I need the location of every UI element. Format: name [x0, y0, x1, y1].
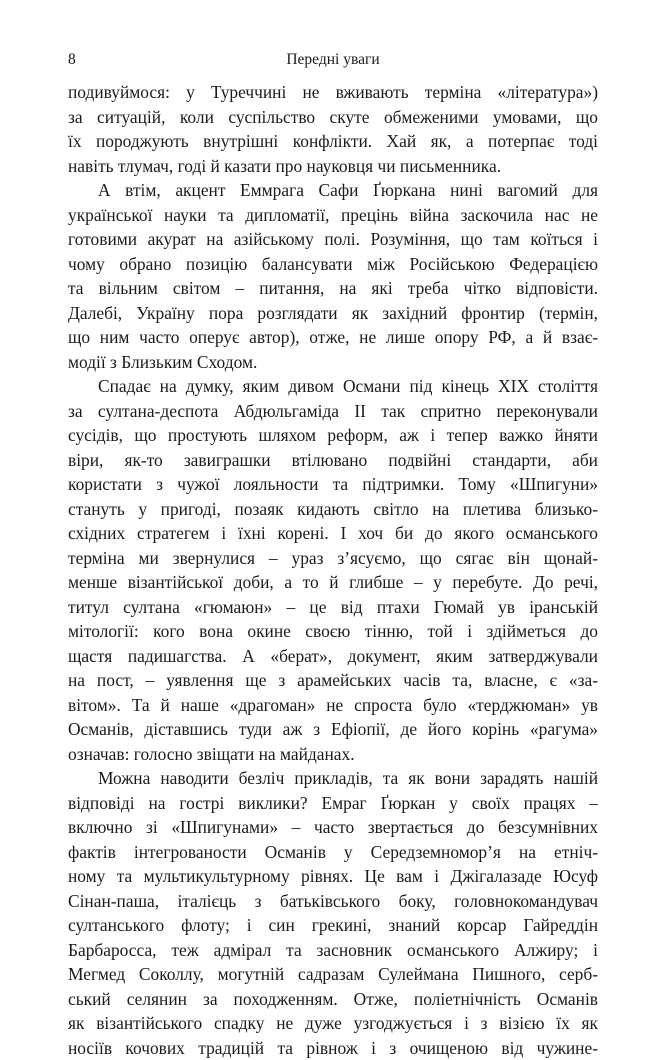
- text-line: Барбаросса, теж адмірал та засновник османського Алжиру; і: [68, 938, 598, 963]
- text-line: Далебі, Україну пора розглядати як західний фронтир (термін,: [68, 301, 598, 326]
- text-line: Османів, діставшись туди аж з Ефіопії, де його корінь «рагума»: [68, 717, 598, 742]
- text-line: що ним часто оперує автор), отже, не лише опору РФ, а й взає-: [68, 325, 598, 350]
- text-line: А втім, акцент Еммрага Сафи Ґюркана нині вагомий для: [68, 178, 598, 203]
- text-line: вітом». Та й наше «драгоман» не спроста було «терджюман» ув: [68, 693, 598, 718]
- text-line: користати з чужої лояльности та підтримки. Тому «Шпигуни»: [68, 472, 598, 497]
- text-line: включно зі «Шпигунами» – часто звертається до безсумнівних: [68, 815, 598, 840]
- text-line: готовими акурат на азійському полі. Розуміння, що там коїться і: [68, 227, 598, 252]
- text-line: терміна ми звернулися – ураз з’ясуємо, що сягає він щонай-: [68, 546, 598, 571]
- text-line: навіть тлумач, годі й казати про науковця чи письменника.: [68, 154, 598, 179]
- text-line: української науки та дипломатії, прецінь війна заскочила нас не: [68, 203, 598, 228]
- paragraph-1: [68, 80, 598, 178]
- text-line: мітології: кого вона окине своєю тінню, той і здійметься до: [68, 619, 598, 644]
- text-line: східних стратегем і їхні корені. І хоч би до якого османського: [68, 521, 598, 546]
- book-page: [68, 46, 598, 1060]
- text-line: віри, як-то завиграшки втілювано подвійні стандарти, аби: [68, 448, 598, 473]
- text-line: чому обрано позицію балансувати між Російською Федерацією: [68, 252, 598, 277]
- text-line: як візантійського спадку не дуже узгоджується і з візією їх як: [68, 1011, 598, 1036]
- paragraph-4: [68, 766, 598, 1060]
- text-line: носіїв кочових традицій та рівнож і з очищеною від чужине-: [68, 1036, 598, 1060]
- running-head: [68, 46, 598, 74]
- paragraph-2: [68, 178, 598, 374]
- page-number: 8: [68, 46, 76, 74]
- text-line: ному та мультикультурному рівнях. Це вам і Джігалазаде Юсуф: [68, 864, 598, 889]
- text-line: ський селянин за походженням. Отже, поліетнічність Османів: [68, 987, 598, 1012]
- running-head-title: Передні уваги: [68, 46, 598, 74]
- text-line: на пост, – уявлення ще з арамейських часів та, власне, є «за-: [68, 668, 598, 693]
- text-line: означав: голосно звіщати на майданах.: [68, 742, 598, 767]
- text-line: менше візантійської доби, а то й глибше – у перебуте. До речі,: [68, 570, 598, 595]
- text-line: модії з Близьким Сходом.: [68, 350, 598, 375]
- text-line: сусідів, що простують шляхом реформ, аж і тепер важко йняти: [68, 423, 598, 448]
- text-line: за ситуацій, коли суспільство скуте обмеженими умовами, що: [68, 105, 598, 130]
- text-line: титул султана «гюмаюн» – це від птахи Гюмай ув іранській: [68, 595, 598, 620]
- text-line: Спадає на думку, яким дивом Османи під кінець XIX століття: [68, 374, 598, 399]
- text-line: відповіді на гострі виклики? Емраг Ґюркан у своїх працях –: [68, 791, 598, 816]
- text-line: подивуймося: у Туреччині не вживають терміна «література»): [68, 80, 598, 105]
- text-line: фактів інтегрованости Османів у Середземномор’я на етніч-: [68, 840, 598, 865]
- text-line: Можна наводити безліч прикладів, та як вони зарадять нашій: [68, 766, 598, 791]
- text-line: щастя падишагства. А «берат», документ, яким затверджували: [68, 644, 598, 669]
- text-line: та вільним світом – питання, на які треба чітко відповісти.: [68, 276, 598, 301]
- text-line: Мегмед Соколлу, могутній садразам Сулеймана Пишного, серб-: [68, 962, 598, 987]
- text-line: Сінан-паша, італієць з батьківського боку, головнокомандувач: [68, 889, 598, 914]
- paragraph-3: [68, 374, 598, 766]
- text-line: султанського флоту; і син грекині, знаний корсар Гайреддін: [68, 913, 598, 938]
- body-text: [68, 80, 598, 1060]
- text-line: їх породжують внутрішні конфлікти. Хай як, а потерпає тоді: [68, 129, 598, 154]
- text-line: за султана-деспота Абдюльгаміда II так спритно переконували: [68, 399, 598, 424]
- text-line: стануть у пригоді, позаяк кидають світло на плетива близько-: [68, 497, 598, 522]
